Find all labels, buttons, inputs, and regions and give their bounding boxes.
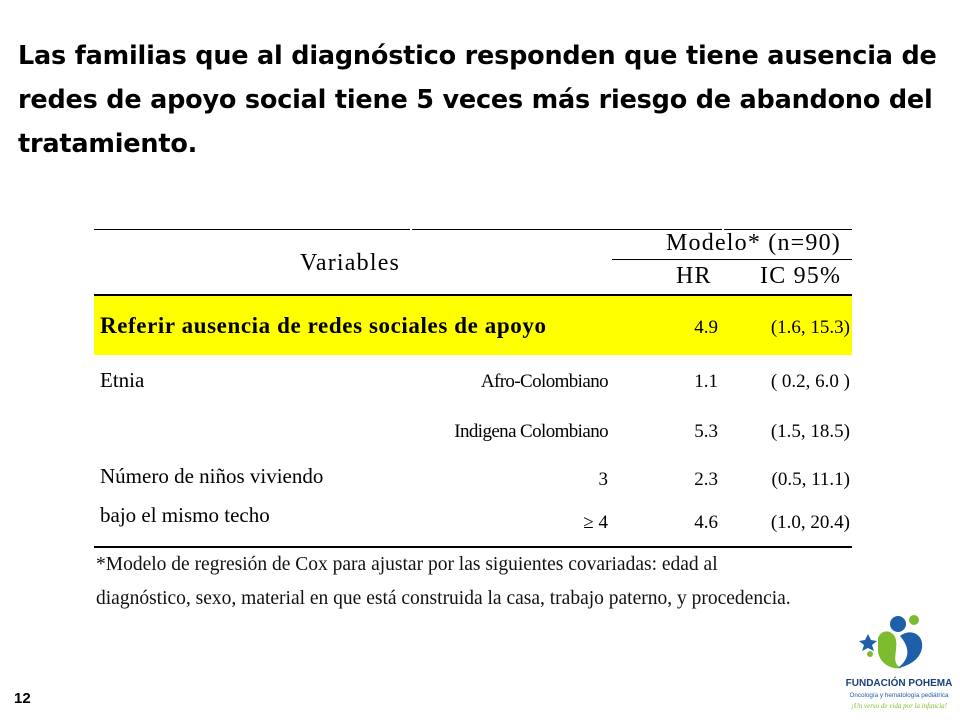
logo-name: FUNDACIÓN POHEMA <box>845 678 953 689</box>
highlight-row-hr: 4.9 <box>694 317 718 338</box>
header-model: Modelo* (n=90) <box>666 230 841 256</box>
row-sub-label: 3 <box>598 469 608 490</box>
logo-tagline: ¡Un verso de vida por la infancia! <box>850 702 948 710</box>
row-sub-label: Indigena Colombiano <box>454 421 608 442</box>
header-variables: Variables <box>300 250 401 276</box>
row-group-label: Número de niños viviendo <box>100 464 324 488</box>
row-group-label: Etnia <box>100 368 145 392</box>
row-ic-value: (0.5, 11.1) <box>771 469 850 490</box>
highlight-row-ic: (1.6, 15.3) <box>770 317 850 338</box>
row-sub-label: ≥ 4 <box>583 512 608 533</box>
header-ic: IC 95% <box>760 263 842 289</box>
table-footnote: *Modelo de regresión de Cox para ajustar por las siguientes covariadas: edad al diagnóstico, sexo, material en que está construida la casa, trabajo paterno, y procedencia. <box>96 554 791 609</box>
slide-title: Las familias que al diagnóstico responden que tiene ausencia de redes de apoyo social tiene 5 veces más riesgo de abandono del tratamiento. <box>18 41 937 159</box>
row-hr-value: 4.6 <box>694 512 718 533</box>
logo-subtitle: Oncología y hematología pediátrica <box>849 692 949 699</box>
row-ic-value: (1.5, 18.5) <box>770 421 850 442</box>
page-number: 12 <box>14 690 31 707</box>
header-hr: HR <box>676 263 712 289</box>
row-hr-value: 2.3 <box>694 469 718 490</box>
model-header-rule <box>612 259 852 260</box>
pohema-emblem-icon <box>840 608 958 716</box>
highlight-row-label: Referir ausencia de redes sociales de apoyo <box>100 313 547 338</box>
row-hr-value: 5.3 <box>694 421 718 442</box>
fundacion-pohema-logo <box>840 608 958 716</box>
row-ic-value: (1.0, 20.4) <box>770 512 850 533</box>
row-ic-value: ( 0.2, 6.0 ) <box>770 371 850 392</box>
table-top-rule <box>94 229 410 230</box>
row-hr-value: 1.1 <box>694 371 718 392</box>
row-group-label: bajo el mismo techo <box>100 503 270 527</box>
row-sub-label: Afro-Colombiano <box>480 371 608 392</box>
